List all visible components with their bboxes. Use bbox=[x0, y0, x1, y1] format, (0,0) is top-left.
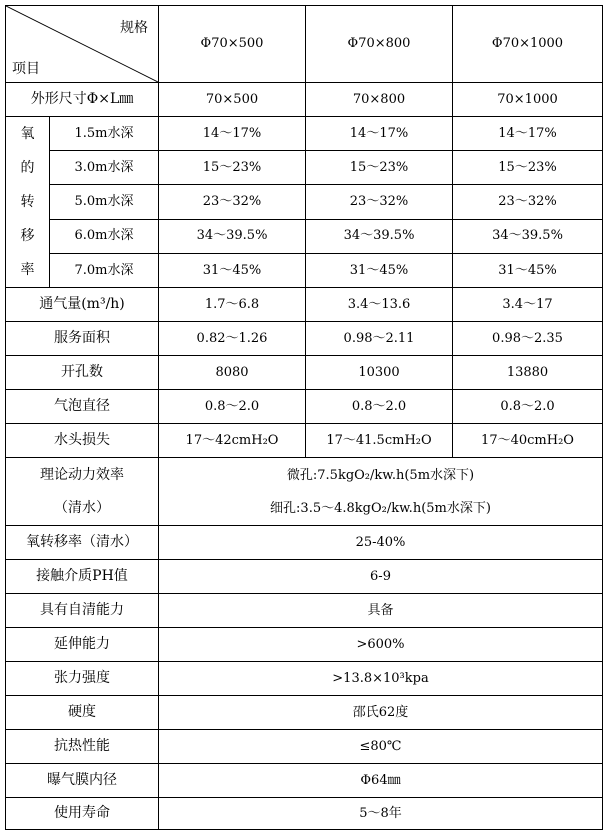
group-char: 氧 bbox=[20, 126, 35, 142]
table-row bbox=[6, 288, 603, 322]
table-cell: 1.7～6.8 bbox=[159, 288, 306, 322]
table-row bbox=[6, 322, 603, 356]
row-label: 水头损失 bbox=[6, 424, 159, 458]
table-cell: >600% bbox=[159, 628, 603, 662]
spec-table bbox=[5, 5, 603, 830]
table-row bbox=[6, 424, 603, 458]
table-cell: 14～17% bbox=[306, 117, 453, 151]
table-cell: >13.8×10³kpa bbox=[159, 662, 603, 696]
table-cell: 邵氏62度 bbox=[159, 696, 603, 730]
table-cell: 14～17% bbox=[453, 117, 603, 151]
row-label: 硬度 bbox=[6, 696, 159, 730]
table-cell: 70×800 bbox=[306, 83, 453, 117]
depth-label: 5.0m水深 bbox=[50, 185, 159, 219]
table-cell: 8080 bbox=[159, 356, 306, 390]
table-row bbox=[6, 390, 603, 424]
row-label bbox=[6, 458, 159, 526]
table-cell: ≤80℃ bbox=[159, 730, 603, 764]
table-row bbox=[6, 356, 603, 390]
table-row bbox=[6, 764, 603, 798]
table-cell: 17～41.5cmH₂O bbox=[306, 424, 453, 458]
row-label: 氧转移率（清水） bbox=[6, 526, 159, 560]
header-row bbox=[6, 6, 603, 83]
table-cell: 0.98～2.11 bbox=[306, 322, 453, 356]
table-cell: 10300 bbox=[306, 356, 453, 390]
table-cell: 15～23% bbox=[453, 151, 603, 185]
table-cell: 34～39.5% bbox=[159, 219, 306, 253]
depth-label: 6.0m水深 bbox=[50, 219, 159, 253]
table-row bbox=[6, 730, 603, 764]
table-cell: 23～32% bbox=[159, 185, 306, 219]
table-row bbox=[6, 526, 603, 560]
table-cell: 0.98～2.35 bbox=[453, 322, 603, 356]
table-cell: 34～39.5% bbox=[306, 219, 453, 253]
row-label: 具有自清能力 bbox=[6, 594, 159, 628]
depth-label: 3.0m水深 bbox=[50, 151, 159, 185]
table-cell: 3.4～13.6 bbox=[306, 288, 453, 322]
table-cell: 31～45% bbox=[306, 253, 453, 287]
row-label: 通气量(m³/h) bbox=[6, 288, 159, 322]
row-label: 延伸能力 bbox=[6, 628, 159, 662]
row-label: 服务面积 bbox=[6, 322, 159, 356]
table-cell: 6-9 bbox=[159, 560, 603, 594]
table-row bbox=[6, 662, 603, 696]
model-header: Φ70×500 bbox=[159, 6, 306, 83]
group-char: 移 bbox=[20, 228, 35, 244]
row-label: 抗热性能 bbox=[6, 730, 159, 764]
table-cell: 3.4～17 bbox=[453, 288, 603, 322]
table-row bbox=[6, 253, 603, 287]
model-header: Φ70×1000 bbox=[453, 6, 603, 83]
model-header: Φ70×800 bbox=[306, 6, 453, 83]
table-cell: 0.8～2.0 bbox=[159, 390, 306, 424]
corner-header-cell bbox=[6, 6, 159, 83]
table-cell: 23～32% bbox=[453, 185, 603, 219]
table-cell: 17～40cmH₂O bbox=[453, 424, 603, 458]
table-cell: 34～39.5% bbox=[453, 219, 603, 253]
efficiency-label-line2: （清水） bbox=[54, 499, 110, 516]
row-label: 气泡直径 bbox=[6, 390, 159, 424]
table-row bbox=[6, 219, 603, 253]
efficiency-value-line1: 微孔:7.5kgO₂/kw.h(5m水深下) bbox=[286, 467, 475, 483]
table-row bbox=[6, 628, 603, 662]
table-cell: 0.82～1.26 bbox=[159, 322, 306, 356]
corner-top-label: 规格 bbox=[120, 20, 148, 36]
table-row bbox=[6, 560, 603, 594]
group-char: 率 bbox=[20, 262, 35, 278]
table-cell: 31～45% bbox=[159, 253, 306, 287]
row-label: 曝气膜内径 bbox=[6, 764, 159, 798]
table-cell: 5～8年 bbox=[159, 798, 603, 830]
depth-label: 7.0m水深 bbox=[50, 253, 159, 287]
table-row bbox=[6, 185, 603, 219]
table-cell: 13880 bbox=[453, 356, 603, 390]
table-row bbox=[6, 798, 603, 830]
table-cell: 25-40% bbox=[159, 526, 603, 560]
table-cell: 23～32% bbox=[306, 185, 453, 219]
table-row bbox=[6, 83, 603, 117]
table-cell: Φ64㎜ bbox=[159, 764, 603, 798]
table-cell bbox=[159, 458, 603, 526]
efficiency-label-line1: 理论动力效率 bbox=[40, 466, 124, 483]
efficiency-value-line2: 细孔:3.5～4.8kgO₂/kw.h(5m水深下) bbox=[270, 500, 491, 516]
table-cell: 14～17% bbox=[159, 117, 306, 151]
group-char: 转 bbox=[20, 194, 35, 210]
row-label: 接触介质PH值 bbox=[6, 560, 159, 594]
table-row bbox=[6, 594, 603, 628]
row-label: 外形尺寸Φ×L㎜ bbox=[6, 83, 159, 117]
row-label: 使用寿命 bbox=[6, 798, 159, 830]
table-cell: 70×1000 bbox=[453, 83, 603, 117]
row-label: 张力强度 bbox=[6, 662, 159, 696]
table-cell: 15～23% bbox=[306, 151, 453, 185]
depth-label: 1.5m水深 bbox=[50, 117, 159, 151]
table-cell: 17～42cmH₂O bbox=[159, 424, 306, 458]
oxygen-transfer-group-label bbox=[6, 117, 50, 288]
group-char: 的 bbox=[20, 160, 35, 176]
corner-bottom-label: 项目 bbox=[12, 61, 40, 78]
row-label: 开孔数 bbox=[6, 356, 159, 390]
table-row bbox=[6, 151, 603, 185]
table-cell: 0.8～2.0 bbox=[453, 390, 603, 424]
table-row bbox=[6, 458, 603, 526]
table-row bbox=[6, 117, 603, 151]
table-cell: 70×500 bbox=[159, 83, 306, 117]
table-cell: 15～23% bbox=[159, 151, 306, 185]
table-cell: 0.8～2.0 bbox=[306, 390, 453, 424]
table-row bbox=[6, 696, 603, 730]
table-cell: 31～45% bbox=[453, 253, 603, 287]
table-cell: 具备 bbox=[159, 594, 603, 628]
